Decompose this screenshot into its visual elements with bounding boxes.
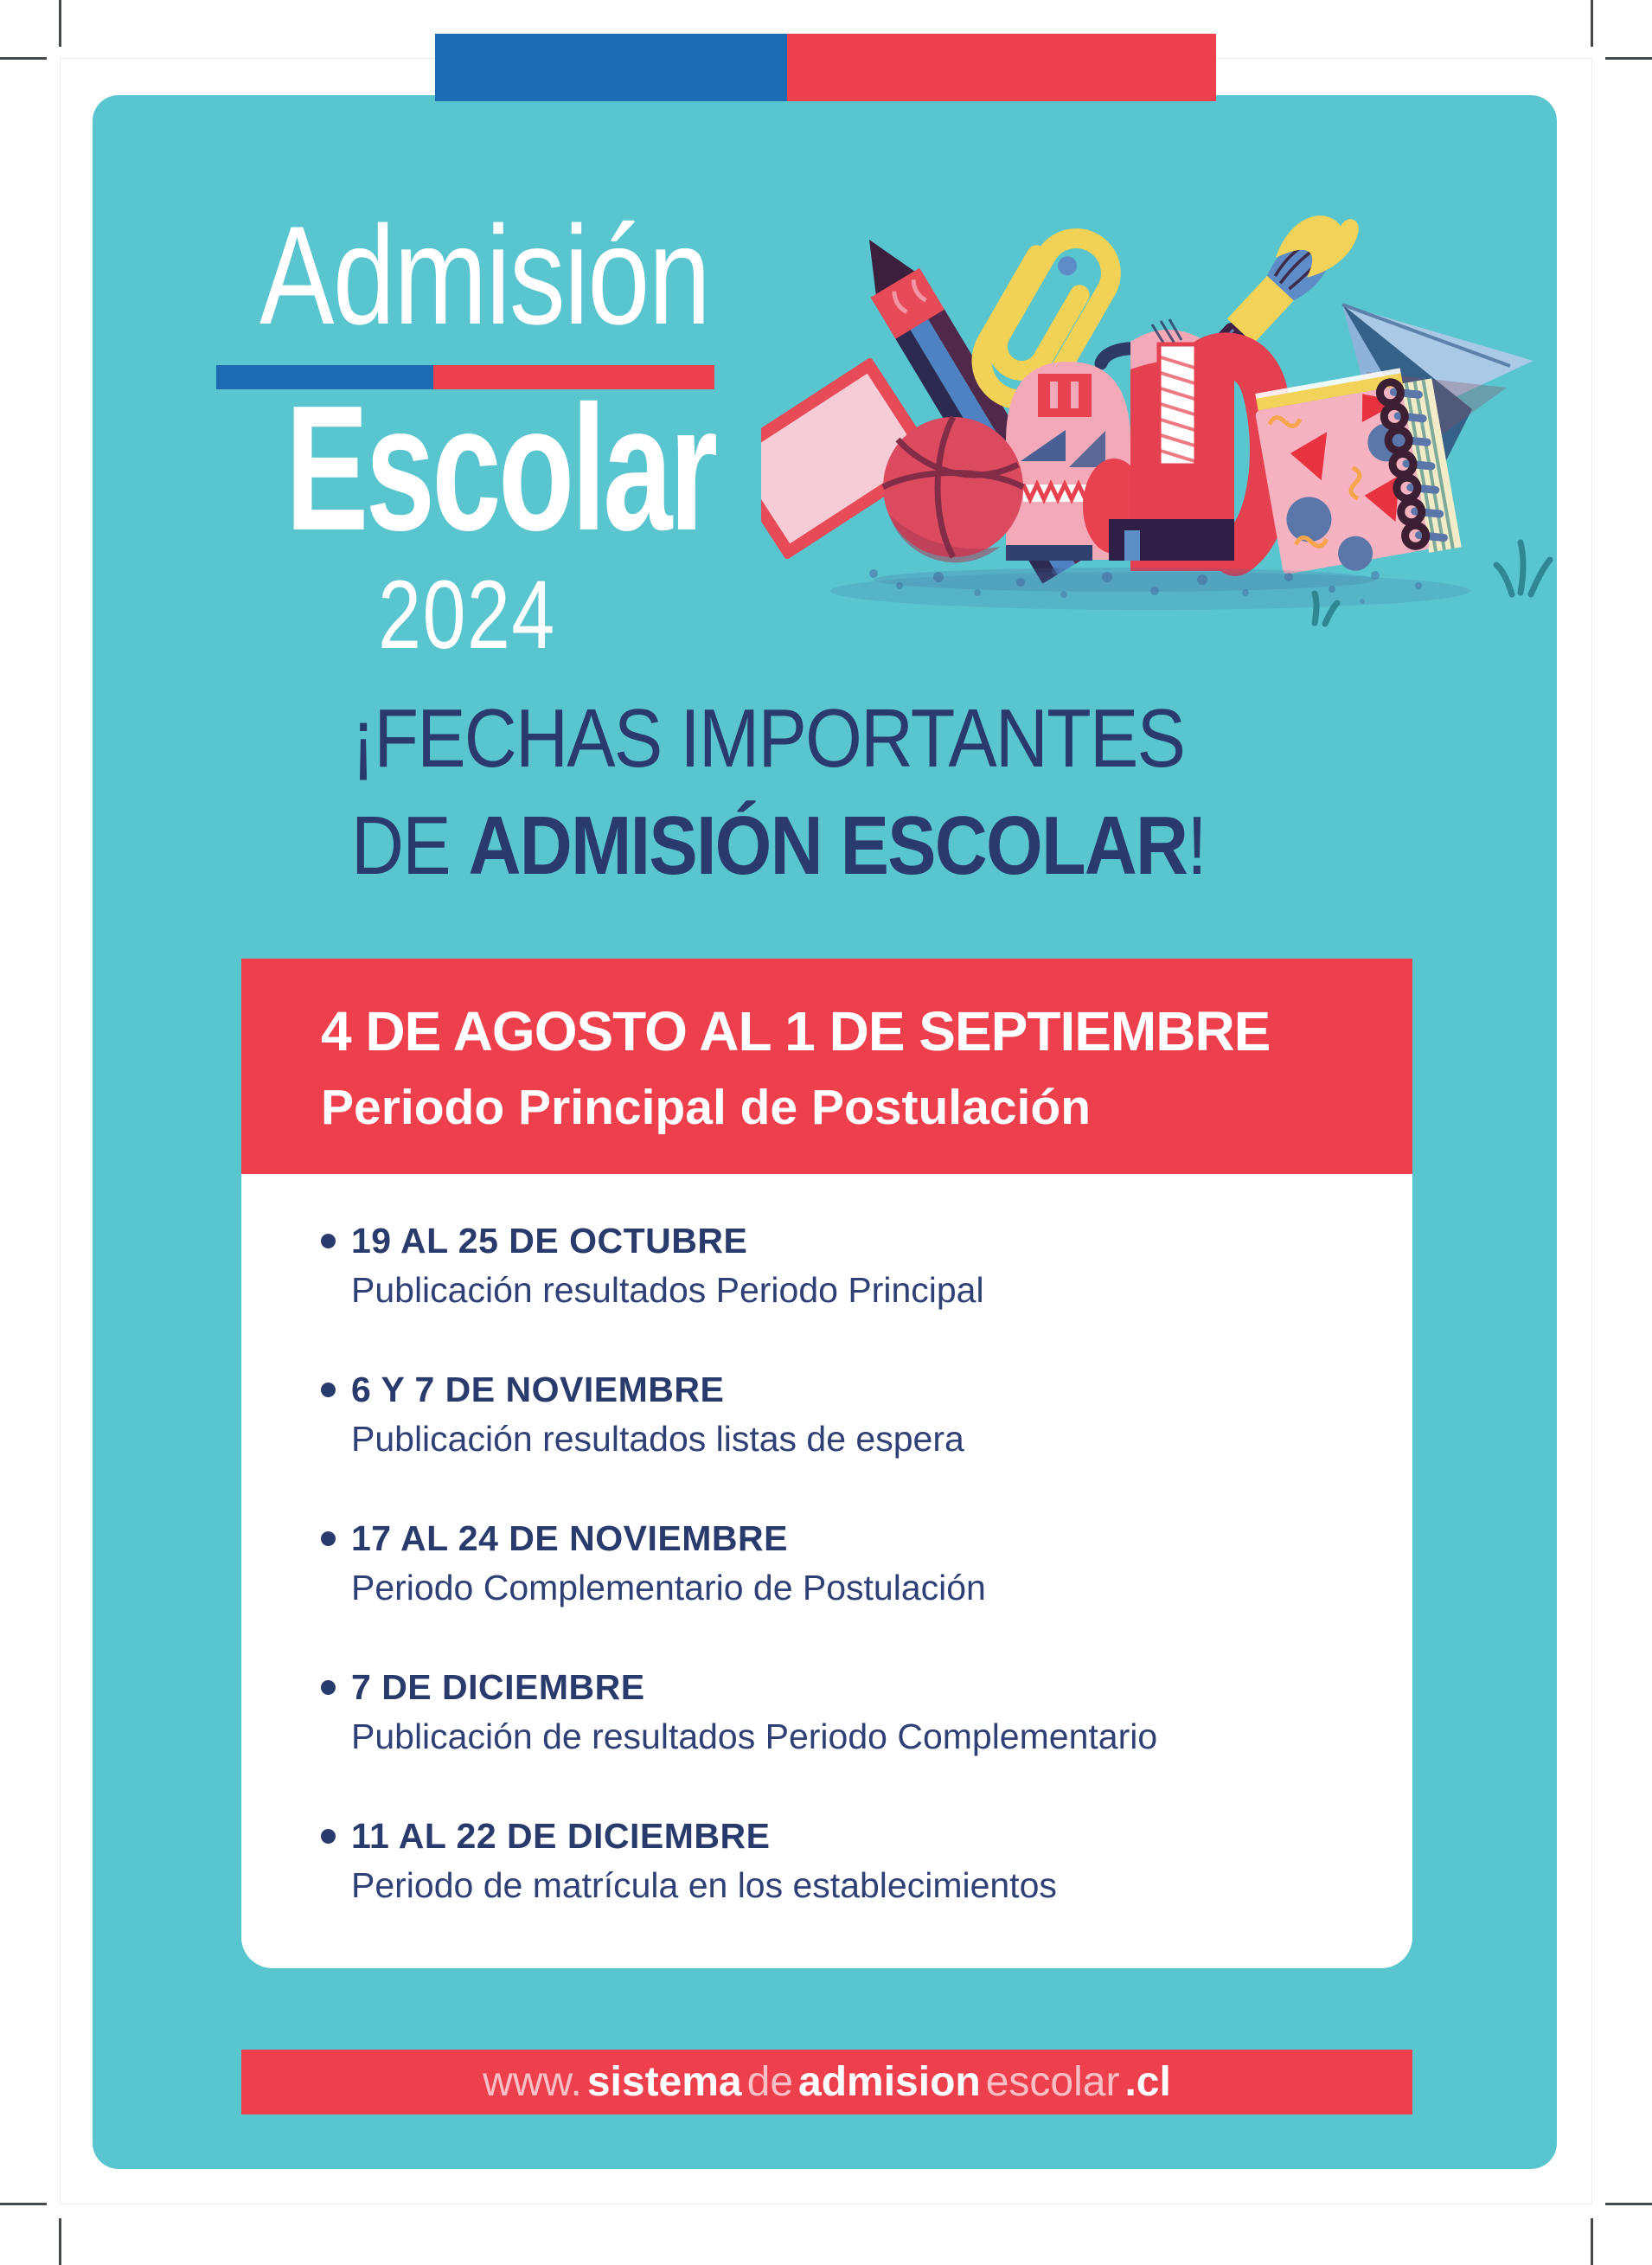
- heading-line2-bold: ADMISIÓN ESCOLAR: [468, 799, 1188, 892]
- ground-shadow: [830, 568, 1470, 610]
- heading-line2-suffix: !: [1187, 799, 1207, 892]
- url-segment: de: [746, 2058, 794, 2105]
- flag-red-block: [787, 34, 1216, 101]
- url-segment: escolar: [985, 2058, 1120, 2105]
- flag-blue-block: [435, 34, 787, 101]
- crop-mark-bottom-right-h: [1605, 2203, 1652, 2205]
- schedule-item-description: Periodo Complementario de Postulación: [351, 1568, 986, 1607]
- crop-mark-top-right-h: [1605, 57, 1652, 60]
- bullet-icon: [321, 1531, 336, 1546]
- crop-mark-bottom-left-h: [0, 2203, 47, 2205]
- school-supplies-illustration: [761, 186, 1557, 653]
- website-url-bar[interactable]: [241, 2050, 1412, 2114]
- brand-line1: Admisión: [259, 197, 710, 354]
- bullet-icon: [321, 1829, 336, 1844]
- main-period-banner: [241, 959, 1412, 1174]
- schedule-item-date: 7 DE DICIEMBRE: [351, 1667, 645, 1707]
- crop-mark-bottom-left-v: [59, 2218, 61, 2265]
- notebook-icon: [1252, 363, 1462, 584]
- url-segment: sistema: [586, 2058, 742, 2105]
- schedule-item-date: 17 AL 24 DE NOVIEMBRE: [351, 1518, 788, 1558]
- schedule-item-date: 11 AL 22 DE DICIEMBRE: [351, 1816, 771, 1856]
- main-period-title: 4 DE AGOSTO AL 1 DE SEPTIEMBRE: [321, 1000, 1271, 1062]
- main-period-subtitle: Periodo Principal de Postulación: [321, 1080, 1092, 1135]
- bullet-icon: [321, 1680, 336, 1695]
- schedule-item-description: Publicación de resultados Periodo Complementario: [351, 1716, 1158, 1756]
- crop-mark-bottom-right-v: [1591, 2218, 1593, 2265]
- schedule-item-date: 19 AL 25 DE OCTUBRE: [351, 1221, 748, 1261]
- heading-line2-prefix: DE: [351, 799, 469, 892]
- url-segment: admision: [798, 2058, 981, 2105]
- basketball-icon: [883, 417, 1023, 562]
- schedule-item-description: Publicación resultados Periodo Principal: [351, 1270, 984, 1310]
- schedule-item-description: Publicación resultados listas de espera: [351, 1419, 964, 1459]
- heading-line2: [351, 799, 1207, 892]
- brand-year: 2024: [378, 561, 556, 669]
- crop-mark-top-right-v: [1591, 0, 1593, 47]
- bullet-icon: [321, 1234, 336, 1248]
- crop-mark-top-left-h: [0, 57, 47, 60]
- url-segment: www.: [483, 2058, 582, 2105]
- chile-flag-band: [435, 34, 1216, 101]
- heading-line1: ¡FECHAS IMPORTANTES: [351, 692, 1185, 785]
- url-segment: .cl: [1124, 2058, 1171, 2105]
- schedule-item-description: Periodo de matrícula en los establecimientos: [351, 1865, 1057, 1905]
- crop-mark-top-left-v: [59, 0, 61, 47]
- bullet-icon: [321, 1383, 336, 1397]
- brand-line2: Escolar: [285, 369, 715, 568]
- schedule-item-date: 6 Y 7 DE NOVIEMBRE: [351, 1370, 725, 1409]
